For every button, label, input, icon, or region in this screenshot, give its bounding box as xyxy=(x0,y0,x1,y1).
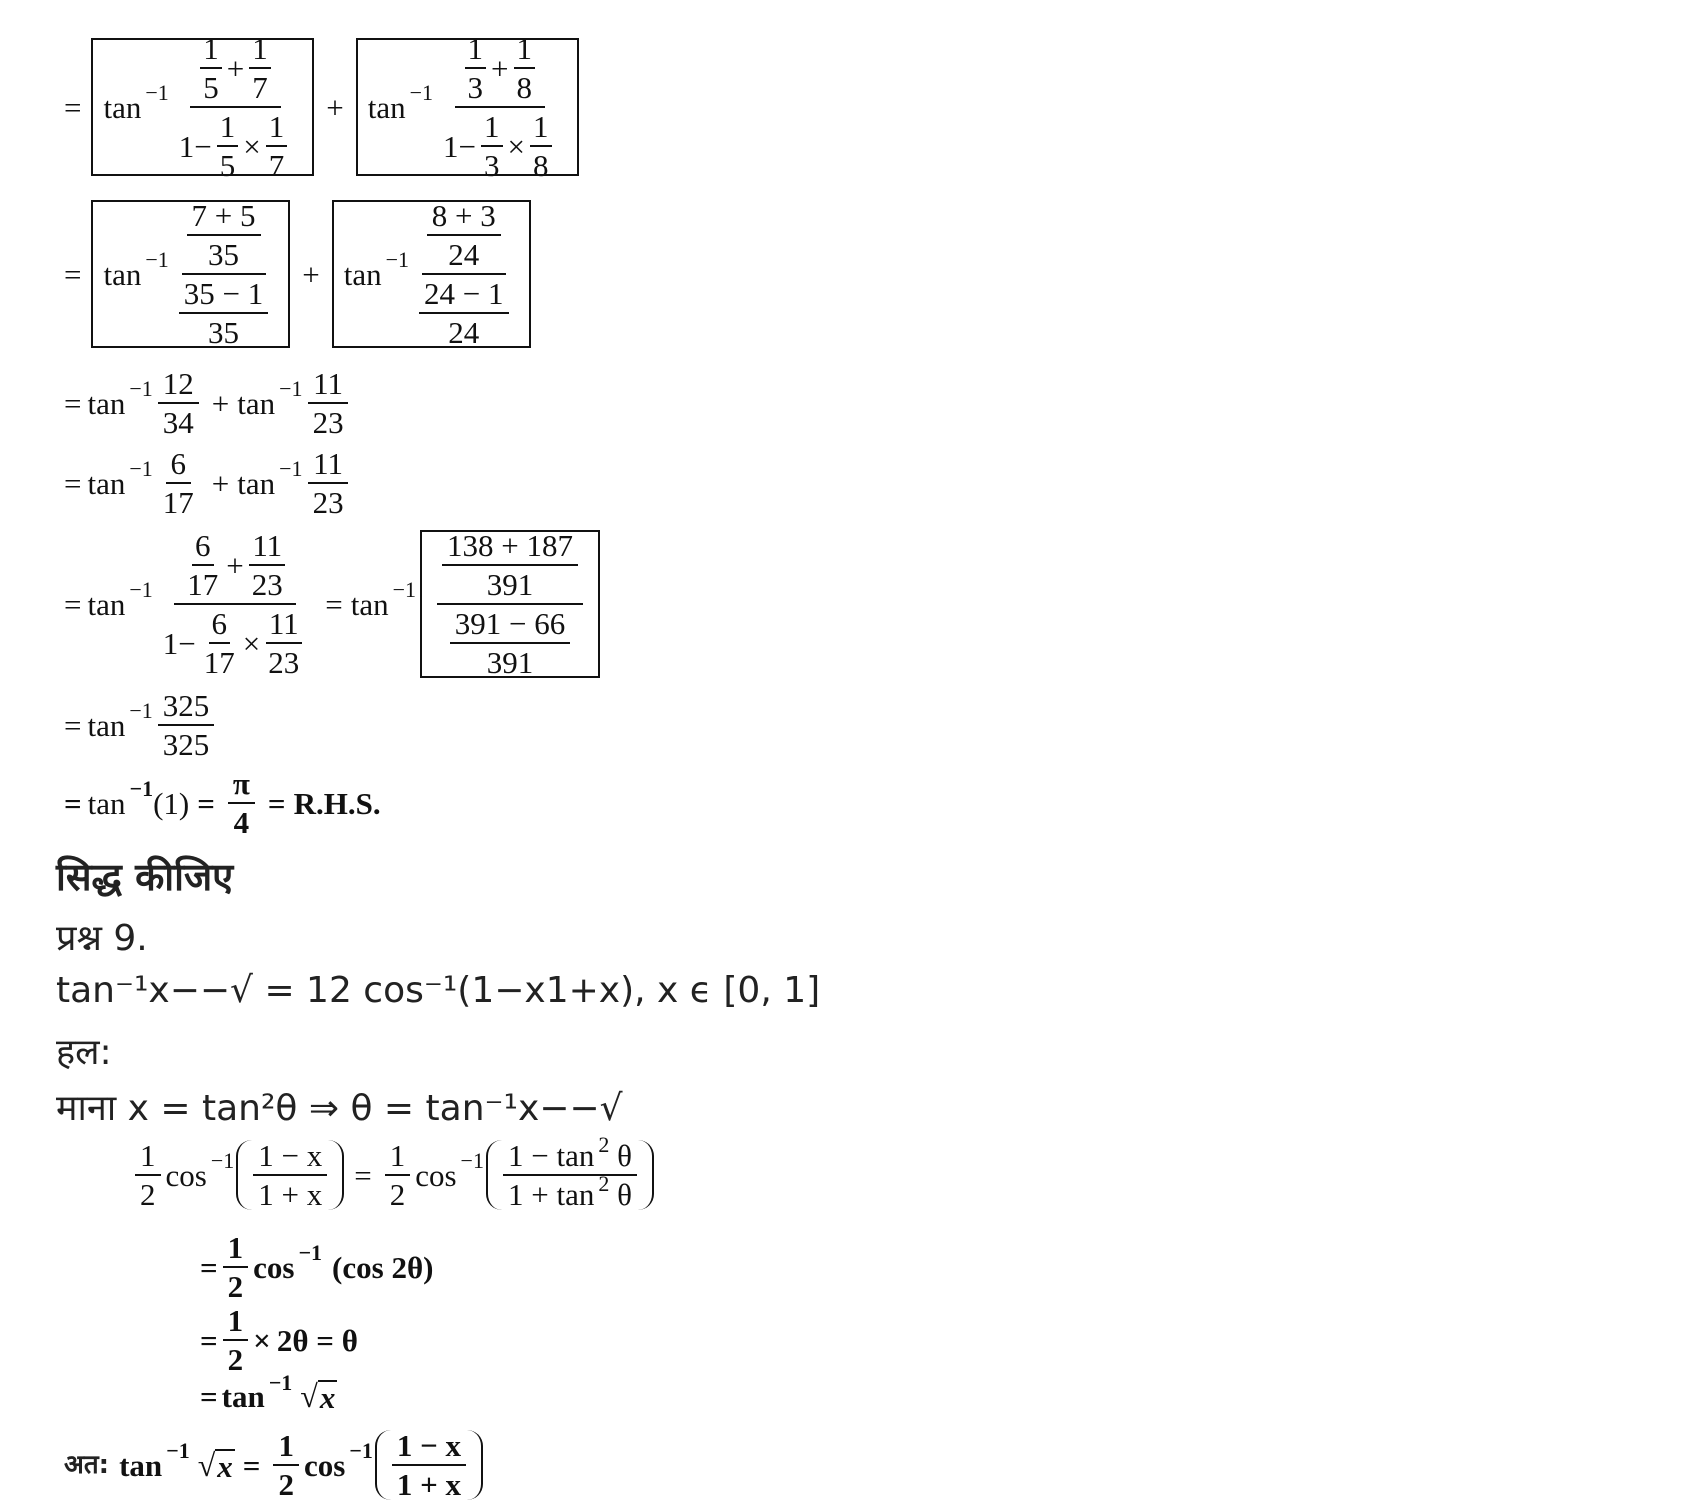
eq-line-3: = tan −1 $\frac{12}{34}$ + tan −1 $\frac{11}{23}$ xyxy=(64,368,354,438)
therefore-label: अत: xyxy=(64,1450,110,1480)
solution-step-4: = tan −1 √ x xyxy=(200,1369,336,1415)
solution-label: हल: xyxy=(56,1032,112,1073)
solution-step-1: $\frac{1}{2}$ cos −1 $\frac{1 - x}{1 + x}$ = $\frac{1}{2}$ cos −1 $\frac{1 - \tan ^2 \theta}{1 + \tan ^2 \theta}$ xyxy=(130,1140,656,1210)
rhs-label: R.H.S. xyxy=(293,785,381,821)
eq-line-6: = tan −1 $\frac{325}{325}$ xyxy=(64,690,219,760)
equals: = xyxy=(64,89,82,125)
inverse-exp: −1 xyxy=(145,80,169,105)
compound-fraction: $\frac{1}{3}$ + $\frac{1}{8}$ 1− $\frac{1}{3}$ × $\frac{1}{8}$ xyxy=(438,33,561,181)
eq-line-1 xyxy=(64,31,583,183)
plus: + xyxy=(326,89,344,125)
eq-line-7: = tan −1 (1) = $\frac{\pi}{4}$ = R.H.S. xyxy=(64,766,381,840)
section-heading: सिद्ध कीजिए xyxy=(56,855,234,899)
let-line: माना x = tan²θ ⇒ θ = tan⁻¹x−−√ xyxy=(56,1088,623,1129)
bracket-right-term: tan −1 $\frac{1}{3}$ + $\frac{1}{8}$ 1− $\frac{1}{3}$ × $\frac{1}{8}$ xyxy=(356,38,579,176)
eq-line-4: = tan −1 $\frac{6}{17}$ + tan −1 $\frac{11}{23}$ xyxy=(64,448,354,518)
question-text: tan⁻¹x−−√ = 12 cos⁻¹(1−x1+x), x ϵ [0, 1] xyxy=(56,970,821,1011)
final-result: अत: tan −1 √ x = $\frac{1}{2}$ cos −1 $\frac{1 - x}{1 + x}$ xyxy=(64,1430,485,1500)
compound-fraction: $\frac{1}{5}$ + $\frac{1}{7}$ 1− $\frac{1}{5}$ × $\frac{1}{7}$ xyxy=(174,33,297,181)
solution-step-2: = $\frac{1}{2}$ cos −1 (cos 2θ) xyxy=(200,1230,434,1304)
eq-line-5: = tan −1 $\frac{6}{17}$ + $\frac{11}{23}$ 1− $\frac{6}{17}$ × $\frac{11}{23}$ = tan −1 $\frac{\frac{138 + 187}{391}}{\frac{391 - 66}{391}}$ xyxy=(64,530,604,678)
solution-step-3: = $\frac{1}{2}$ × 2θ = θ xyxy=(200,1303,358,1377)
sqrt-x: √ x xyxy=(300,1378,336,1415)
eq-line-2: = tan −1 $\frac{\frac{7 + 5}{35}}{\frac{35 - 1}{35}}$ + tan −1 $\frac{\frac{8 + 3}{24}}{\frac{24 - 1}{24}}$ xyxy=(64,200,535,348)
question-label: प्रश्न 9. xyxy=(56,918,148,959)
bracket-left-term xyxy=(91,31,314,183)
tan-label: tan xyxy=(103,89,142,125)
